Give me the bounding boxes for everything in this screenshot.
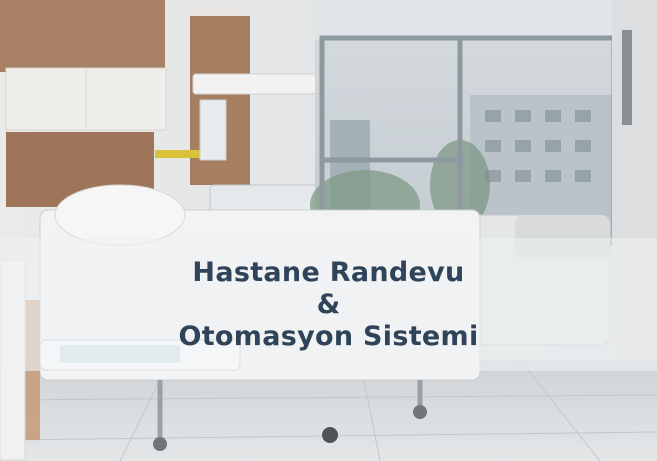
- wall-frame: [622, 30, 632, 125]
- upper-wood-panel: [0, 0, 165, 72]
- title-line-2: Otomasyon Sistemi: [178, 320, 479, 352]
- title-banner: [0, 238, 657, 371]
- wall-lamp: [193, 74, 316, 94]
- title-line-1: Hastane Randevu: [192, 256, 465, 288]
- yellow-tray: [155, 150, 205, 158]
- title-ampersand: &: [316, 288, 341, 320]
- window-blind: [315, 0, 620, 40]
